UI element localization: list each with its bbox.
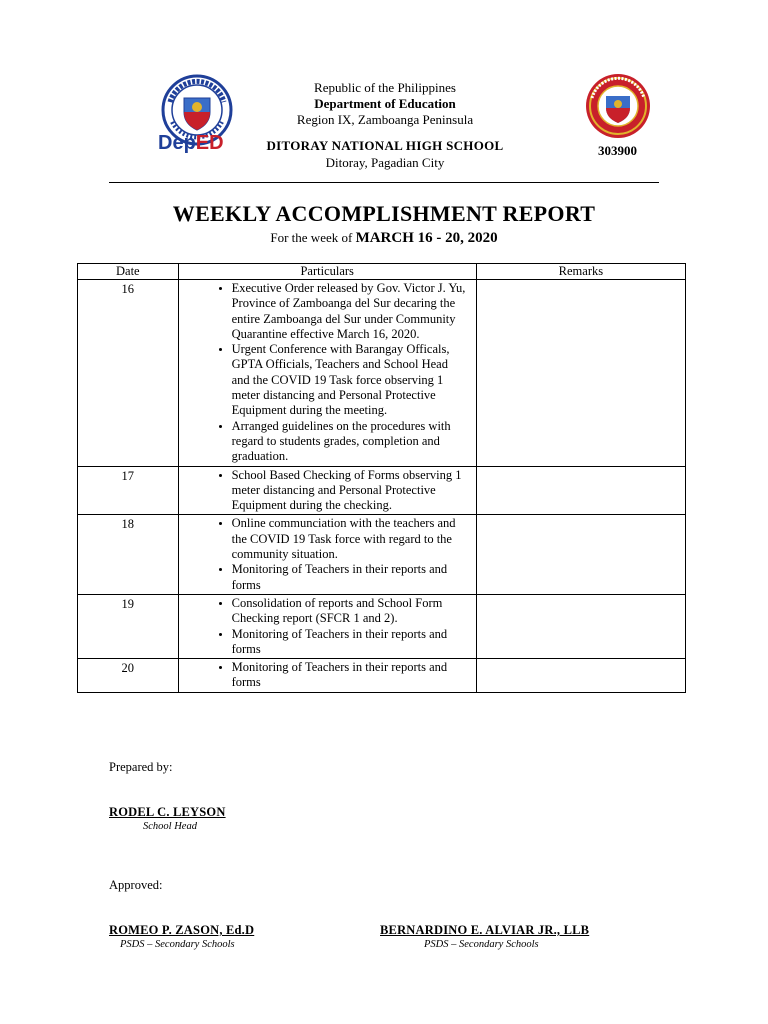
row-remarks [476, 280, 685, 467]
header-school-address: Ditoray, Pagadian City [325, 155, 445, 170]
deped-wordmark: DepED [158, 132, 224, 154]
list-item: • School Based Checking of Forms observing 1 meter distancing and Personal Protective Equipment during the checking. [232, 468, 469, 514]
row-date: 19 [78, 594, 179, 658]
list-item: • Monitoring of Teachers in their reports and forms [232, 562, 469, 593]
week-prefix: For the week of [270, 230, 356, 245]
table-row [78, 280, 686, 467]
report-title: WEEKLY ACCOMPLISHMENT REPORT [172, 201, 596, 226]
header-region: Region IX, Zamboanga Peninsula [296, 112, 474, 127]
prepared-by-role: School Head [143, 821, 197, 832]
list-item: • Urgent Conference with Barangay Officals, GPTA Officials, Teachers and School Head and the COVID 19 Task force observing 1 meter distancing and Personal Protective Equipment during the meeting. [232, 342, 469, 418]
list-item: • Arranged guidelines on the procedures with regard to students grades, completion and graduation. [232, 419, 469, 465]
list-item: • Online communciation with the teachers and the COVID 19 Task force with regard to the community situation. [232, 516, 469, 562]
row-particulars [178, 280, 476, 467]
row-remarks [476, 515, 685, 594]
accomplishment-table [77, 263, 686, 693]
header-department: Department of Education [314, 96, 456, 111]
table-row [78, 515, 686, 594]
header-school-name: DITORAY NATIONAL HIGH SCHOOL [266, 138, 504, 153]
row-particulars [178, 594, 476, 658]
school-id: 303900 [598, 143, 637, 158]
row-remarks [476, 466, 685, 515]
row-date: 20 [78, 659, 179, 693]
approved-label: Approved: [109, 878, 163, 892]
approver1-role: PSDS – Secondary Schools [120, 939, 235, 950]
header-republic: Republic of the Philippines [314, 80, 456, 95]
row-date: 18 [78, 515, 179, 594]
prepared-by-name: RODEL C. LEYSON [109, 805, 226, 819]
approver2-role: PSDS – Secondary Schools [424, 939, 539, 950]
table-row [78, 659, 686, 693]
approver2-name: BERNARDINO E. ALVIAR JR., LLB [380, 923, 590, 937]
row-remarks [476, 659, 685, 693]
header-remarks: Remarks [476, 264, 685, 280]
list-item: • Monitoring of Teachers in their reports and forms [232, 627, 469, 658]
table-header-row [78, 264, 686, 280]
table-row [78, 466, 686, 515]
row-particulars [178, 466, 476, 515]
school-seal-logo [578, 72, 658, 152]
list-item: • Executive Order released by Gov. Victor J. Yu, Province of Zamboanga del Sur decaring the entire Zamboanga del Sur under Community Quarantine effective March 16, 2020. [232, 281, 469, 342]
table-row [78, 594, 686, 658]
week-range: MARCH 16 - 20, 2020 [355, 230, 498, 246]
row-remarks [476, 594, 685, 658]
list-item: • Consolidation of reports and School Form Checking report (SFCR 1 and 2). [232, 596, 469, 627]
row-particulars [178, 659, 476, 693]
header-particulars: Particulars [178, 264, 476, 280]
report-week [0, 230, 768, 247]
list-item: • Monitoring of Teachers in their reports and forms [232, 660, 469, 691]
header-date: Date [78, 264, 179, 280]
approver1-name: ROMEO P. ZASON, Ed.D [109, 923, 255, 937]
header-divider [109, 182, 659, 183]
row-particulars [178, 515, 476, 594]
row-date: 17 [78, 466, 179, 515]
row-date: 16 [78, 280, 179, 467]
prepared-by-label: Prepared by: [109, 760, 173, 774]
